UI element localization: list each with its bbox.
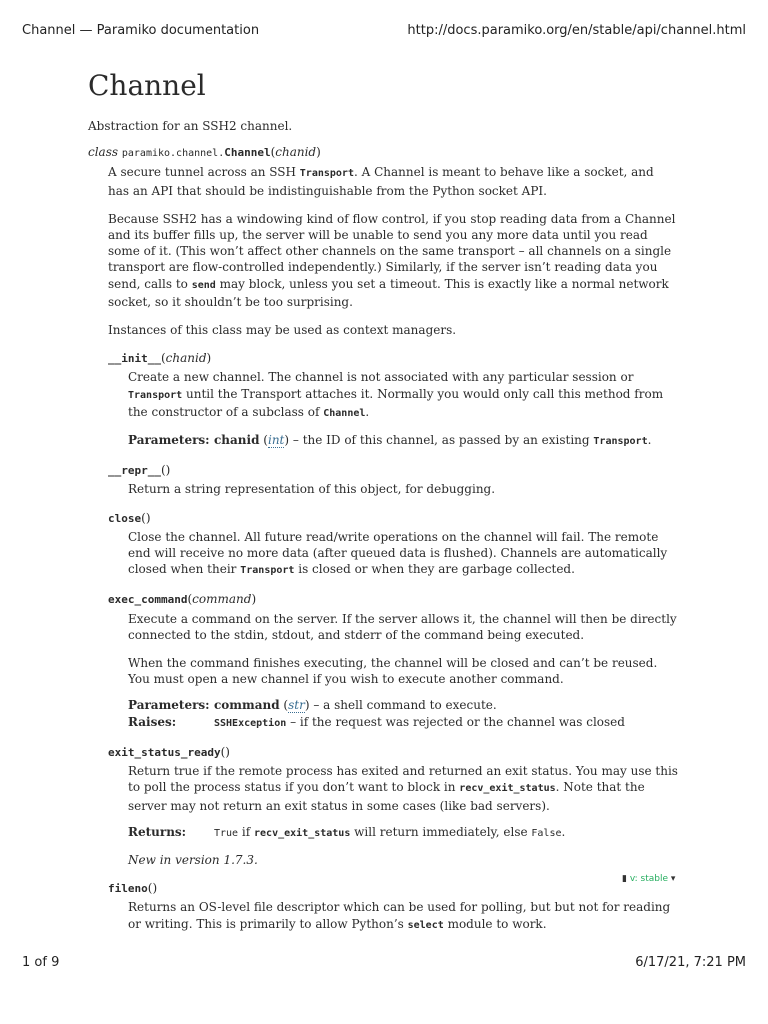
version-selector-badge[interactable] [620, 874, 677, 884]
method-name: exec_command [108, 593, 188, 607]
method-exec-command-description: Execute a command on the server. If the server allows it, the channel will then be directly connected to the stdin, stdout, and stderr of the command being executed. When the command finishes executing, the channel will be closed and can’t be reused. You must open a new channel if you wish to execute another command. Parameters: command (str) – a shell command to execute. Raises: SSHException – if the request was rejected or the channel was closed [128, 611, 678, 732]
method-name: __repr__ [108, 464, 161, 478]
method-name: exit_status_ready [108, 745, 221, 759]
transport-link[interactable]: Transport [128, 389, 183, 401]
parameters-field: Parameters: command (str) – a shell command to execute. [128, 698, 497, 713]
method-name: close [108, 511, 142, 525]
select-code: select [407, 919, 444, 931]
transport-link[interactable]: Transport [240, 565, 295, 577]
book-icon: ▮ [622, 874, 627, 884]
raises-field: Raises: SSHException – if the request was rejected or the channel was closed [128, 714, 625, 729]
method-init-signature: __init__(chanid) [108, 351, 212, 366]
transport-link[interactable]: Transport [299, 168, 354, 180]
caret-down-icon: ▾ [670, 874, 676, 884]
class-desc-p2: Because SSH2 has a windowing kind of flow control, if you stop reading data from a Channel and its buffer fills up, the server will be unable to send you any more data until you read some of it. (This won’t affect other channels on the same transport – all channels on a single transport are flow-controlled independently.) Similarly, if the server isn’t reading data you send, calls to send may block, unless you set a timeout. This is exactly like a normal network socket, so it shouldn’t be too surprising. [108, 211, 676, 309]
class-keyword: class [88, 145, 119, 160]
method-close-description: Close the channel. All future read/write operations on the channel will fail. The remote end will receive no more data (after queued data is flushed). Channels are automatically closed when their Transport is closed or when they are garbage collected. [128, 529, 668, 577]
class-name: Channel [224, 146, 271, 160]
method-init-description: Create a new channel. The channel is not associated with any particular session or Transport until the Transport attaches it. Normally you would only call this method from the constructor of a subclass of Channel. Parameters: chanid (int) – the ID of this channel, as passed by an existing Transport. [128, 369, 678, 450]
browser-page-title: Channel — Paramiko documentation [22, 23, 260, 38]
method-close-signature: close() [108, 510, 151, 525]
class-paren-close: ) [316, 145, 321, 160]
version-label: v: stable [629, 874, 669, 884]
parameters-field: Parameters: chanid (int) – the ID of this channel, as passed by an existing Transport. [128, 433, 652, 448]
page-number: 1 of 9 [22, 955, 60, 970]
method-fileno-signature: fileno() [108, 881, 158, 896]
str-type-link[interactable]: str [288, 698, 305, 713]
method-exec-command-signature: exec_command(command) [108, 592, 257, 607]
class-description [108, 164, 678, 933]
recv-exit-status-link[interactable]: recv_exit_status [459, 783, 556, 795]
browser-page-url[interactable]: http://docs.paramiko.org/en/stable/api/channel.html [407, 23, 746, 38]
class-param: chanid [275, 145, 317, 160]
doc-content [88, 68, 678, 934]
method-exit-status-ready-signature: exit_status_ready() [108, 744, 230, 759]
page-title: Channel [88, 69, 206, 102]
returns-field: Returns: True if recv_exit_status will return immediately, else False. [128, 824, 566, 839]
class-desc-p1: A secure tunnel across an SSH Transport. A Channel is meant to behave like a socket, and has an API that should be indistinguishable from the Python socket API. [108, 165, 654, 198]
channel-link[interactable]: Channel [323, 407, 366, 419]
transport-link[interactable]: Transport [593, 436, 648, 448]
method-repr-description: Return a string representation of this object, for debugging. [128, 482, 496, 497]
method-fileno-description: Returns an OS-level file descriptor which can be used for polling, but but not for reading or writing. This is primarily to allow Python’s select module to work. [128, 900, 671, 931]
intro-text: Abstraction for an SSH2 channel. [88, 119, 293, 133]
method-name: fileno [108, 882, 148, 896]
class-module: paramiko.channel. [121, 148, 225, 160]
print-datetime: 6/17/21, 7:21 PM [635, 955, 746, 970]
method-repr-signature: __repr__() [108, 463, 171, 478]
method-name: __init__ [108, 352, 161, 366]
method-exit-status-ready-description: Return true if the remote process has exited and returned an exit status. You may use this to poll the process status if you don’t want to block in recv_exit_status. Note that the server may not return an exit status in some cases (like bad servers). Returns: True if recv_exit_status will return immediately, else False. New in version 1.7.3. [128, 764, 678, 867]
send-link[interactable]: send [191, 279, 216, 291]
int-type-link[interactable]: int [267, 433, 285, 448]
recv-exit-status-link[interactable]: recv_exit_status [254, 827, 351, 839]
class-signature [88, 144, 678, 162]
class-desc-p3: Instances of this class may be used as context managers. [108, 323, 457, 338]
sshexception-link[interactable]: SSHException [214, 717, 287, 729]
class-paren-open: ( [270, 145, 276, 160]
version-note: New in version 1.7.3. [128, 852, 258, 867]
field-label: Parameters: [128, 433, 210, 448]
